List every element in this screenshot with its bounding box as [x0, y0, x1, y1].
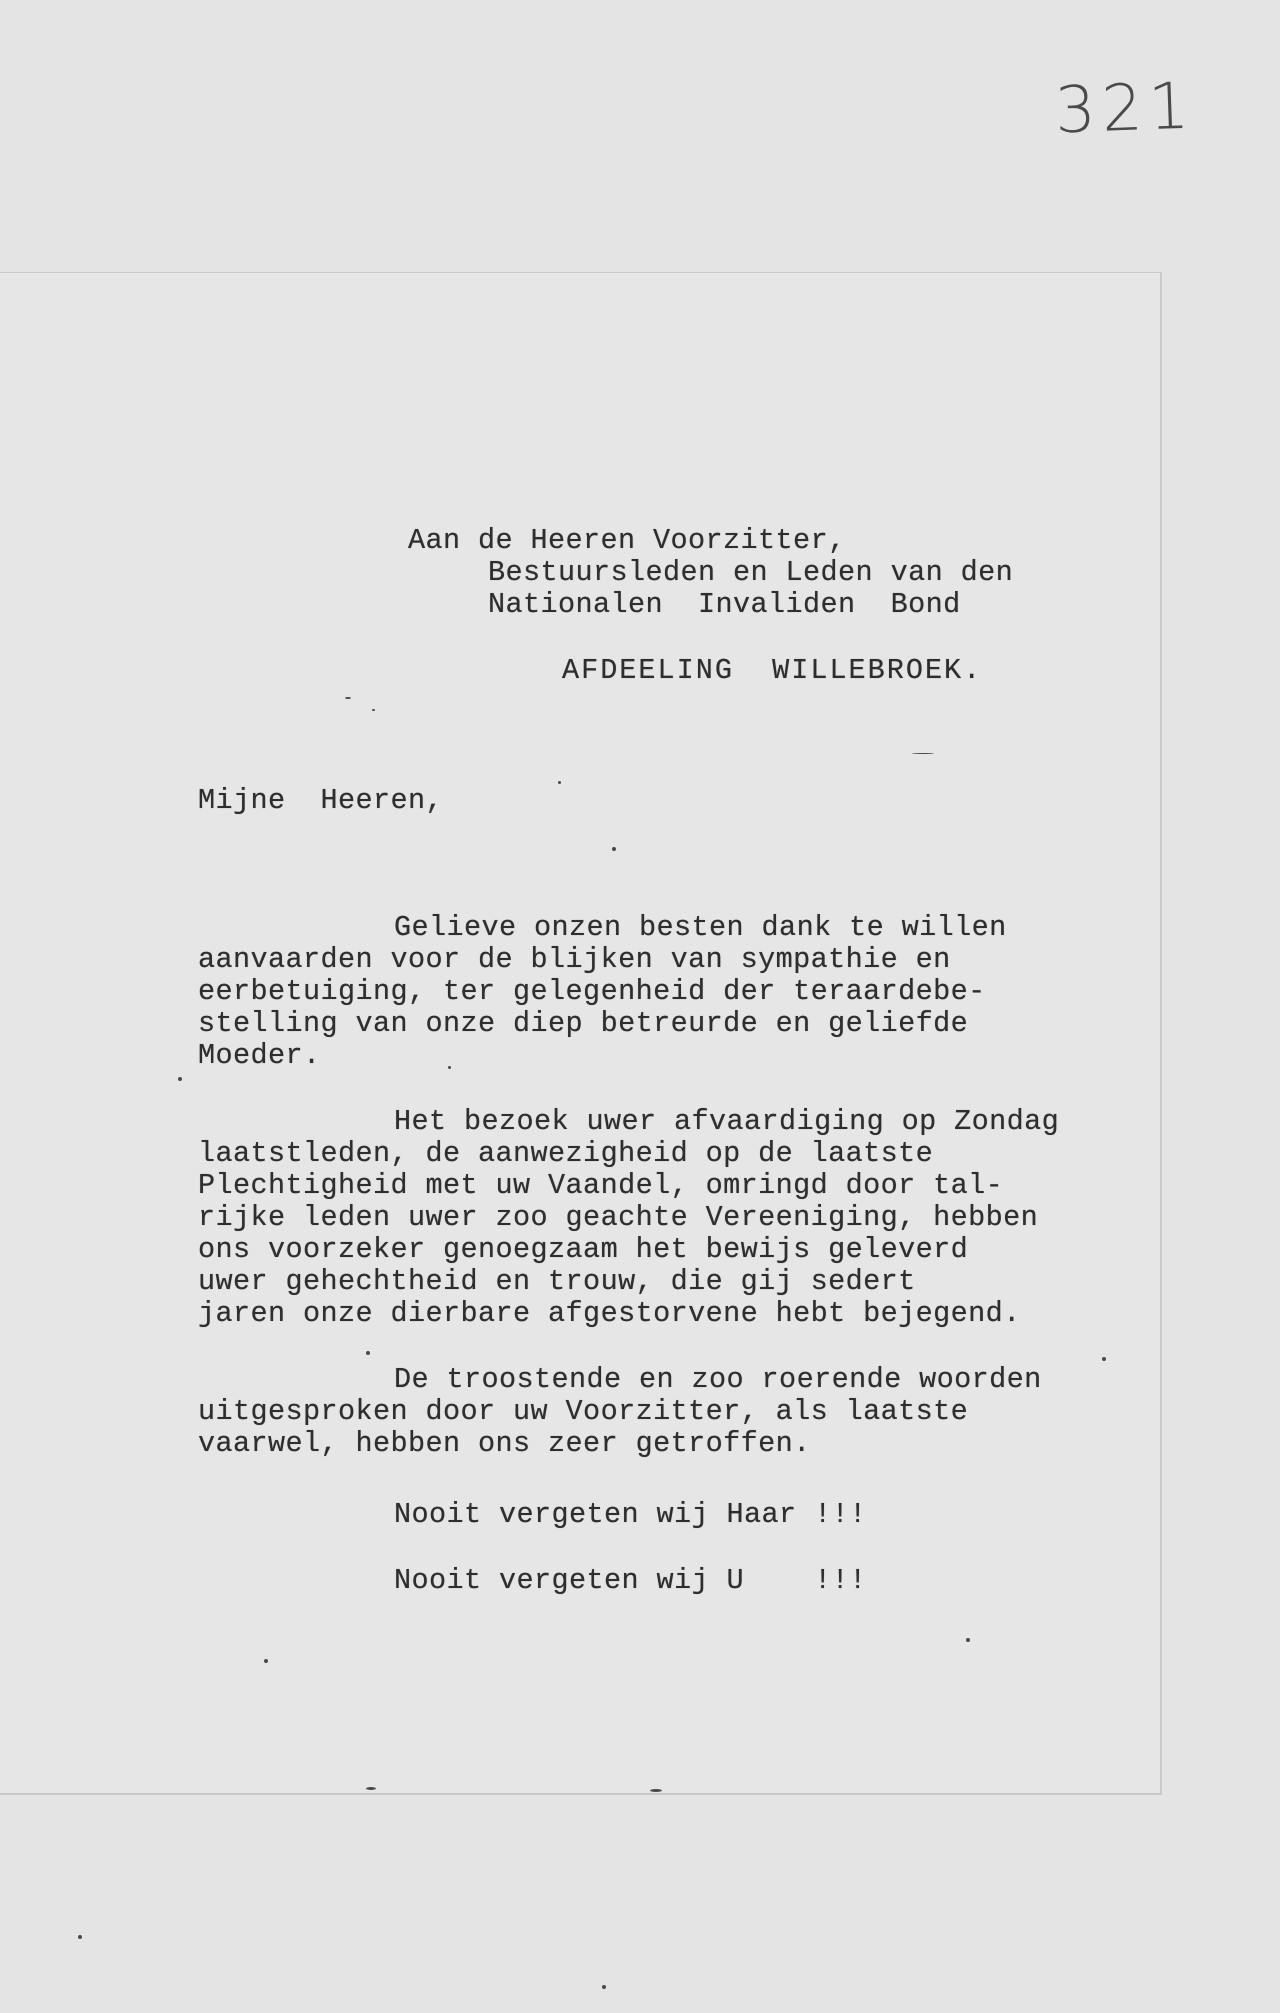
ink-speck: [366, 1787, 376, 1790]
paragraph-3-line: uitgesproken door uw Voorzitter, als laatste: [198, 1395, 969, 1428]
ink-speck: [78, 1935, 82, 1939]
ink-speck: [1102, 1357, 1106, 1361]
closing-line-1: Nooit vergeten wij Haar !!!: [394, 1498, 867, 1531]
paragraph-1-line: Moeder.: [198, 1039, 321, 1072]
closing-line-2: Nooit vergeten wij U !!!: [394, 1564, 867, 1597]
paragraph-2-line: Plechtigheid met uw Vaandel, omringd door tal-: [198, 1169, 1004, 1202]
ink-speck: [178, 1077, 182, 1081]
paragraph-1-line: aanvaarden voor de blijken van sympathie en: [198, 943, 951, 976]
ink-speck: [650, 1789, 662, 1792]
address-department: AFDEELING WILLEBROEK.: [562, 654, 983, 687]
address-line-2: Bestuursleden en Leden van den: [488, 556, 1014, 589]
paragraph-2-line: laatstleden, de aanwezigheid op de laatste: [198, 1137, 934, 1170]
paragraph-1-line: Gelieve onzen besten dank te willen: [394, 911, 1007, 944]
ink-speck: [366, 1351, 370, 1355]
ink-speck: [912, 753, 934, 754]
ink-speck: [966, 1638, 970, 1642]
salutation: Mijne Heeren,: [198, 784, 444, 817]
paragraph-2-line: uwer gehechtheid en trouw, die gij sedert: [198, 1265, 916, 1298]
ink-speck: [345, 697, 351, 699]
ink-speck: [558, 781, 561, 784]
paragraph-1-line: stelling van onze diep betreurde en geliefde: [198, 1007, 969, 1040]
archive-number: 321: [1053, 69, 1197, 149]
paragraph-2-line: ons voorzeker genoegzaam het bewijs geleverd: [198, 1233, 969, 1266]
paragraph-1-line: eerbetuiging, ter gelegenheid der teraardebe-: [198, 975, 986, 1008]
ink-speck: [602, 1985, 606, 1989]
paragraph-3-line: vaarwel, hebben ons zeer getroffen.: [198, 1427, 811, 1460]
letter-sheet: [0, 272, 1162, 1795]
paragraph-2-line: jaren onze dierbare afgestorvene hebt bejegend.: [198, 1297, 1021, 1330]
address-line-1: Aan de Heeren Voorzitter,: [408, 524, 846, 557]
paragraph-3-line: De troostende en zoo roerende woorden: [394, 1363, 1042, 1396]
paragraph-2-line: Het bezoek uwer afvaardiging op Zondag: [394, 1105, 1060, 1138]
ink-speck: [612, 847, 616, 851]
ink-speck: [372, 709, 375, 711]
paragraph-2-line: rijke leden uwer zoo geachte Vereeniging, hebben: [198, 1201, 1039, 1234]
address-line-3: Nationalen Invaliden Bond: [488, 588, 961, 621]
ink-speck: [264, 1659, 268, 1663]
ink-speck: [448, 1066, 451, 1069]
